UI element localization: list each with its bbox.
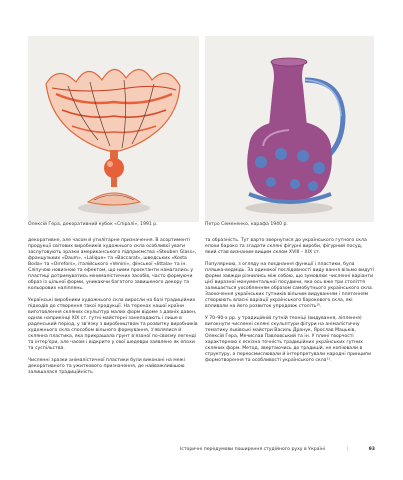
goblet-photo — [28, 36, 199, 222]
page-footer — [180, 446, 375, 454]
page-number: 93 — [368, 447, 375, 452]
paragraph: Українські виробники художнього скла виросли на базі традиційних підходів до створення такої продукції. На теренах нашої країни виготовлення скляних скульптур малих форм відоме з давніх давен, однак наприкінці ХІХ ст. гутні майстерні занепадають і лише в радянський період, у зв'язку з виробництвом та розвитку виробників художнього скла способом вільного формування, з'являлися й склянна пластика, яка прикрашала ґрунт в'язаної по-своєму легенді та інтер'єри, але часом і відкрите у свої шедеври заявлене як епохи та суспільства. — [28, 298, 198, 351]
running-title: Історичні передумови поширення студійного руху в Україні — [180, 447, 326, 452]
paragraph: У 70–90-х рр. у традиційній гутній техніці (видування, ліплення) вигокнути численні скляні скульптури фігури на анімалістичну тематику львівські майстри Василь Дранук, Ярослав Мацьків, Олексій Гера, Мечислав Павловський та ін. У плині творчості характерною є ескізна точність традиційних українських гутних скляних форм. Метод, звертаючись до традицій, не копіювали в структуру, а переосмислювали й інтерпретували народні принципи формотворення та особливості українського скла¹¹. — [205, 316, 372, 363]
paragraph: та образність. Тут варто звернутися до українського гутного скла епохи бароко та згадати скляні фігурні вироби, фігурний посуд, який став визнаним вищим склом XVIII – XIX ст. — [205, 238, 367, 255]
paragraph: Численні зразки анімалістичної пластики були виконані на межі декоративного та ужиткового призначення, де найважливішою залишалася традиційність — [28, 358, 185, 375]
paragraph: декоративне, але часом й утилітарне призначення. В асортименті продукції світових виробників художнього скла особливої уваги заслуговують зразки американського підприємства «Steuben Glass», французьких «Daum», «Lalique» та «Baccarat», шведських «Kosta Boda» та «Orrefors», італійського «Venini», фінської «Iittala» та ін. Сліпучою новизною та ефектом, що ними проєктанти намагались у пластиці дотримуватись мінималістичних засобів, часто формуючи образ із цільної форми, уникаючи багатого завишеного декору та кольорових наліплень. — [28, 238, 197, 291]
right-text-column — [205, 238, 375, 370]
left-text-column — [28, 238, 200, 382]
carafe-caption: Петро Семененко, карафа 1940 р. — [205, 222, 288, 227]
carafe-photo — [205, 36, 374, 222]
footer-separator: | — [347, 447, 349, 452]
goblet-caption: Олексій Гера, декоративний кубок «Спіралі», 1991 р. — [28, 222, 158, 227]
paragraph: Популярною, з огляду на поєднання функції і пластики, була пляшка-ведмідь. За одинокої послідовності виду вання візьмо видуті форми завжди різнились між собою, що зумовлює численні варіанти цієї виразної монументальної посудини, яка ось вже три століття залишається уособленням образом самобутнього українського скла. Заохочення українських гутників вільним видуванням і плетенням створюють власні варіації українського барокового скла, які впливали на його розвиток упродовж століть¹⁰. — [205, 262, 374, 309]
